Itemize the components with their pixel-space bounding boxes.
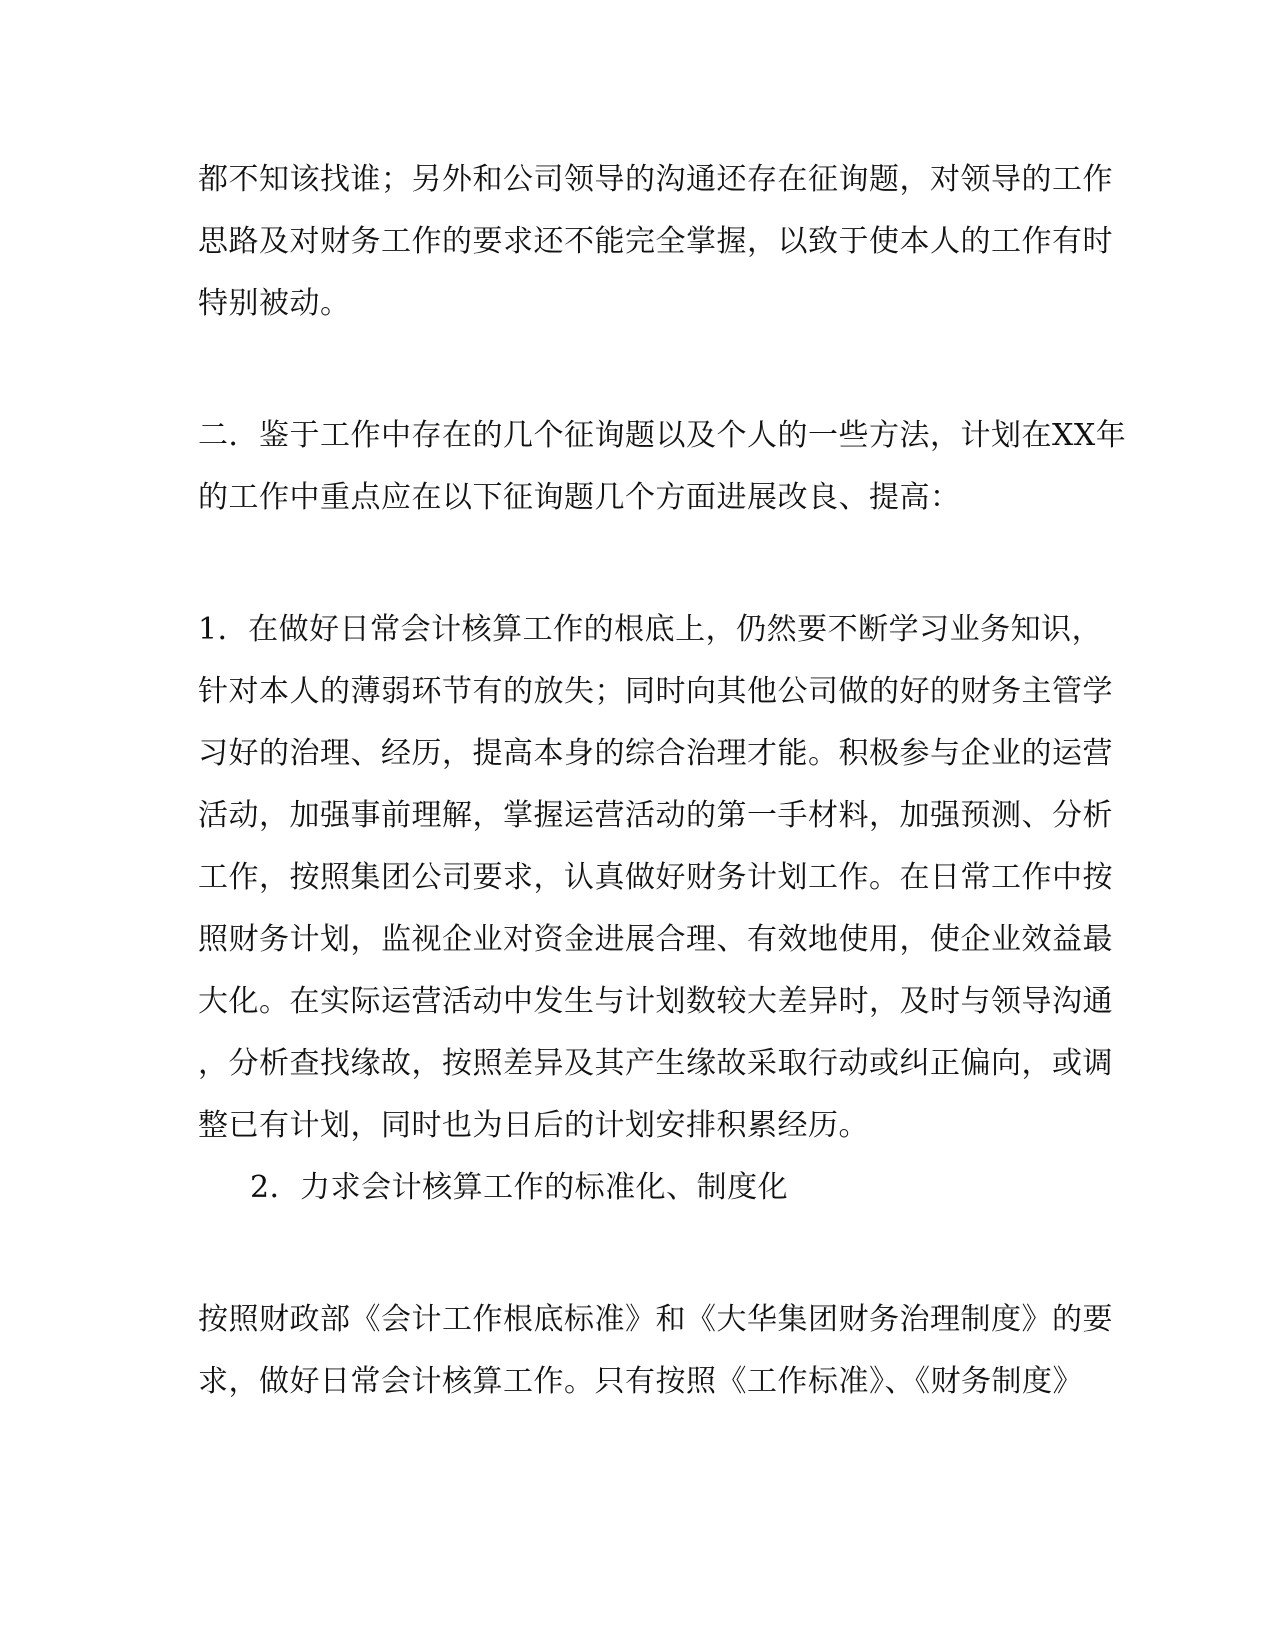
text-line: 求，做好日常会计核算工作。只有按照《工作标准》、《财务制度》 bbox=[198, 1364, 1083, 1399]
text-line: ，分析查找缘故，按照差异及其产生缘故采取行动或纠正偏向，或调 bbox=[198, 1046, 1113, 1081]
text-line: 大化。在实际运营活动中发生与计划数较大差异时，及时与领导沟通 bbox=[198, 984, 1113, 1019]
text-line: 按照财政部《会计工作根底标准》和《大华集团财务治理制度》的要 bbox=[198, 1302, 1113, 1337]
text-line: 针对本人的薄弱环节有的放失；同时向其他公司做的好的财务主管学 bbox=[198, 674, 1113, 709]
text-line: 都不知该找谁；另外和公司领导的沟通还存在征询题，对领导的工作 bbox=[198, 162, 1113, 197]
text-line: 习好的治理、经历，提高本身的综合治理才能。积极参与企业的运营 bbox=[198, 736, 1113, 771]
section-heading: 2．力求会计核算工作的标准化、制度化 bbox=[250, 1170, 789, 1205]
text-line: 的工作中重点应在以下征询题几个方面进展改良、提高： bbox=[198, 480, 961, 515]
text-line: 思路及对财务工作的要求还不能完全掌握，以致于使本人的工作有时 bbox=[198, 224, 1113, 259]
text-line: 特别被动。 bbox=[198, 286, 351, 321]
text-line: 活动，加强事前理解，掌握运营活动的第一手材料，加强预测、分析 bbox=[198, 798, 1113, 833]
text-line: 工作，按照集团公司要求，认真做好财务计划工作。在日常工作中按 bbox=[198, 860, 1113, 895]
text-line: 整已有计划，同时也为日后的计划安排积累经历。 bbox=[198, 1108, 869, 1143]
text-line: 1．在做好日常会计核算工作的根底上，仍然要不断学习业务知识， bbox=[198, 612, 1103, 647]
text-line: 照财务计划，监视企业对资金进展合理、有效地使用，使企业效益最 bbox=[198, 922, 1113, 957]
text-line: 二．鉴于工作中存在的几个征询题以及个人的一些方法，计划在XX年 bbox=[198, 418, 1127, 453]
